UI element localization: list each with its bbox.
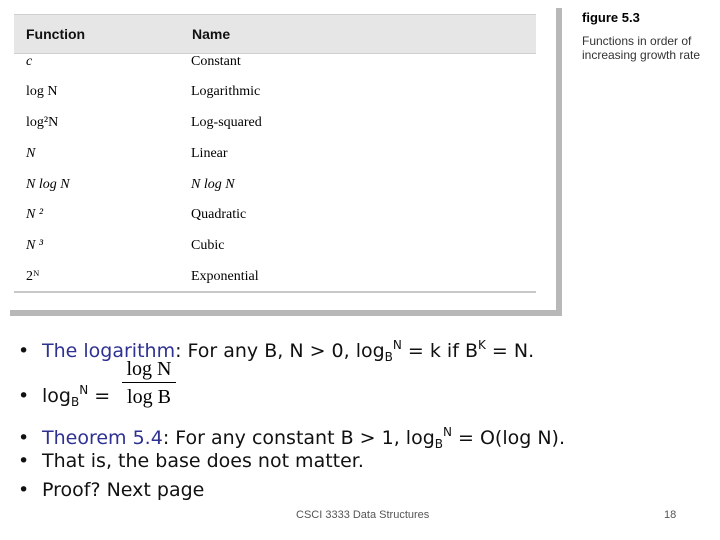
table-row	[10, 269, 536, 299]
name-cell: Exponential	[191, 269, 259, 284]
function-cell: N log N	[26, 177, 70, 192]
growth-rate-figure	[10, 8, 562, 316]
bullet-dot: •	[18, 479, 30, 501]
table-row	[10, 238, 536, 268]
fraction-denominator: log B	[127, 386, 171, 408]
table-header	[14, 14, 536, 54]
function-cell: log²N	[26, 115, 59, 130]
name-cell: Logarithmic	[191, 84, 261, 99]
figure-caption-text: Functions in order of increasing growth rate	[582, 34, 701, 62]
name-cell: N log N	[191, 177, 235, 192]
header-name: Name	[192, 26, 231, 42]
function-cell: N ³	[26, 238, 44, 253]
function-cell: N	[26, 146, 36, 161]
table-row	[10, 54, 536, 84]
bullet-dot: •	[18, 427, 30, 449]
name-cell: Constant	[191, 54, 241, 69]
function-cell: N ²	[26, 207, 44, 222]
table-row	[10, 84, 536, 114]
term-logarithm: The logarithm	[42, 340, 176, 362]
bullet-dot: •	[18, 450, 30, 472]
function-cell: c	[26, 54, 33, 69]
log-fraction	[122, 357, 176, 409]
name-cell: Cubic	[191, 238, 225, 253]
bullet-dot: •	[18, 385, 30, 407]
function-cell: 2ᴺ	[26, 269, 40, 284]
name-cell: Quadratic	[191, 207, 247, 222]
bullet-change-of-base: • $\log_B^N$ =	[18, 383, 111, 409]
table-row	[10, 177, 536, 207]
function-cell: log N	[26, 84, 58, 99]
term-theorem: Theorem 5.4	[42, 427, 163, 449]
figure-caption-title: figure 5.3	[582, 10, 640, 25]
table-row	[10, 115, 536, 145]
fraction-bar	[122, 382, 176, 383]
table-row	[10, 207, 536, 237]
fraction-numerator: log N	[126, 358, 172, 380]
bullet-dot: •	[18, 340, 30, 362]
bullet-proof: • Proof? Next page	[18, 479, 205, 501]
footer-course: CSCI 3333 Data Structures	[296, 509, 430, 521]
table-row	[10, 146, 536, 176]
bullet-theorem: • Theorem 5.4: For any constant B > 1, $\log_B^N = O(\log$ N).	[18, 425, 566, 451]
bullet-base-irrelevant: • That is, the base does not matter.	[18, 450, 364, 472]
name-cell: Log-squared	[191, 115, 262, 130]
slide-number: 18	[664, 509, 677, 521]
bullet-logarithm-definition: • The logarithm: For any B, N > 0, $\log_B^N = k$ if $B^K = N$.	[18, 338, 535, 364]
table-bottom-rule	[14, 291, 536, 293]
name-cell: Linear	[191, 146, 228, 161]
header-function: Function	[26, 26, 86, 42]
